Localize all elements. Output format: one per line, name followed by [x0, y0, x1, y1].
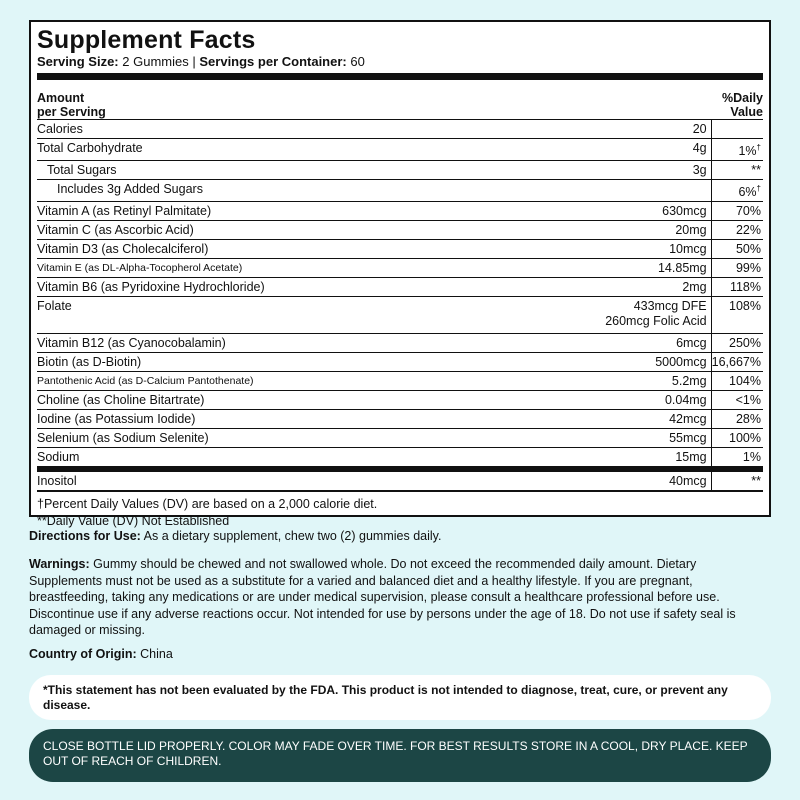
table-row	[37, 372, 763, 391]
nutrient-name: Vitamin A (as Retinyl Palmitate)	[37, 204, 212, 219]
nutrient-amount: 5000mcg	[605, 353, 711, 372]
nutrient-amount: 10mcg	[605, 240, 711, 259]
nutrient-amount-line-2: 260mcg Folic Acid	[605, 313, 707, 328]
daily-value-text: **	[751, 474, 761, 489]
nutrient-amount: 20mg	[605, 221, 711, 240]
amount-header-line-1: Amount	[37, 91, 85, 105]
table-row	[37, 353, 763, 372]
daily-value-text: <1%	[735, 393, 761, 408]
table-row	[37, 391, 763, 410]
nutrient-name: Pantothenic Acid (as D-Calcium Pantothenate)	[37, 375, 254, 388]
amount-header-line-2: per Serving	[37, 105, 106, 119]
care-instructions-banner: CLOSE BOTTLE LID PROPERLY. COLOR MAY FADE OVER TIME. FOR BEST RESULTS STORE IN A COOL, DRY PLACE. KEEP OUT OF REACH OF CHILDREN.	[29, 729, 771, 782]
nutrient-name: Vitamin B12 (as Cyanocobalamin)	[37, 336, 226, 351]
nutrient-amount: 14.85mg	[605, 259, 711, 278]
dv-header-line-1: %Daily	[722, 91, 763, 105]
daily-value-text: 70%	[735, 204, 761, 219]
warnings	[29, 556, 771, 639]
daily-value-text: 6%	[738, 185, 757, 200]
footnote-dv: †Percent Daily Values (DV) are based on a 2,000 calorie diet.	[37, 497, 378, 512]
servings-per-container-label: Servings per Container:	[199, 54, 347, 69]
nutrient-name: Total Carbohydrate	[37, 141, 143, 156]
daily-value-text: 1%	[742, 450, 761, 465]
nutrient-daily-value	[711, 429, 763, 448]
nutrient-daily-value	[711, 353, 763, 372]
nutrient-amount: 630mcg	[605, 202, 711, 221]
nutrient-name: Vitamin B6 (as Pyridoxine Hydrochloride)	[37, 280, 265, 295]
table-row	[37, 259, 763, 278]
nutrient-daily-value	[711, 278, 763, 297]
table-row	[37, 278, 763, 297]
nutrient-amount: 2mg	[605, 278, 711, 297]
nutrient-amount: 3g	[605, 161, 711, 180]
table-row	[37, 334, 763, 353]
nutrient-daily-value	[711, 161, 763, 180]
table-row	[37, 240, 763, 259]
daily-value-header	[722, 91, 763, 119]
nutrient-amount: 15mg	[605, 448, 711, 470]
daily-value-text: 104%	[729, 374, 761, 389]
daily-value-text: 28%	[735, 412, 761, 427]
nutrient-daily-value	[711, 297, 763, 334]
daily-value-text: 100%	[729, 431, 761, 446]
daily-value-text: 99%	[735, 261, 761, 276]
directions-text: As a dietary supplement, chew two (2) gummies daily.	[143, 529, 442, 543]
serving-info	[37, 54, 763, 70]
nutrient-daily-value	[711, 259, 763, 278]
serving-size-label: Serving Size:	[37, 54, 119, 69]
dv-header-line-2: Value	[730, 105, 763, 119]
serving-size-value: 2 Gummies	[122, 54, 189, 69]
nutrient-amount: 40mcg	[605, 469, 711, 491]
table-row	[37, 429, 763, 448]
nutrient-name: Biotin (as D-Biotin)	[37, 355, 142, 370]
nutrient-amount: 6mcg	[605, 334, 711, 353]
daily-value-text: 16,667%	[711, 355, 761, 370]
table-row	[37, 180, 763, 202]
directions-label: Directions for Use:	[29, 529, 141, 543]
nutrient-daily-value	[711, 372, 763, 391]
nutrient-amount-line-1: 433mcg DFE	[633, 299, 707, 314]
footnote-not-established: **Daily Value (DV) Not Established	[37, 514, 230, 529]
nutrient-amount: 42mcg	[605, 410, 711, 429]
nutrient-daily-value	[711, 469, 763, 491]
nutrient-daily-value	[711, 391, 763, 410]
table-header	[37, 80, 763, 120]
table-row	[37, 221, 763, 240]
warnings-text: Gummy should be chewed and not swallowed whole. Do not exceed the recommended daily amount. Dietary Supplements must not be used as a substitute for a varied and balanced diet and a healthy lifestyle. If you are pregnant, breastfeeding, taking any medications or are under medical supervision, please consult a healthcare professional before use. Discontinue use if any adverse reactions occur. Not intended for use by persons under the age of 18. Do not use if safety seal is damaged or missing.	[29, 557, 736, 637]
table-row	[37, 448, 763, 470]
nutrient-amount: 55mcg	[605, 429, 711, 448]
facts-title: Supplement Facts	[37, 26, 256, 54]
nutrient-amount: 20	[605, 120, 711, 139]
warnings-label: Warnings:	[29, 557, 90, 571]
supplement-facts-panel	[29, 20, 771, 529]
nutrient-table	[37, 120, 763, 492]
daily-value-text: **	[751, 163, 761, 178]
nutrient-daily-value	[711, 202, 763, 221]
servings-per-container-value: 60	[350, 54, 365, 69]
nutrient-name: Calories	[37, 122, 83, 136]
daily-value-text: 108%	[729, 299, 761, 314]
directions	[29, 528, 771, 545]
nutrient-name: Inositol	[37, 474, 77, 489]
nutrient-amount: 5.2mg	[605, 372, 711, 391]
nutrient-name: Total Sugars	[47, 163, 117, 178]
table-row	[37, 469, 763, 491]
nutrient-name: Selenium (as Sodium Selenite)	[37, 431, 209, 446]
thick-divider	[37, 73, 763, 80]
nutrient-name: Vitamin E (as DL-Alpha-Tocopherol Acetate)	[37, 262, 243, 275]
table-row	[37, 120, 763, 139]
nutrient-daily-value	[711, 448, 763, 470]
nutrient-amount	[605, 180, 711, 202]
nutrient-daily-value	[711, 139, 763, 161]
country-of-origin	[29, 646, 771, 663]
nutrient-daily-value	[711, 221, 763, 240]
nutrient-daily-value	[711, 334, 763, 353]
table-row	[37, 139, 763, 161]
table-row	[37, 161, 763, 180]
daily-value-text: 118%	[729, 280, 761, 295]
nutrient-name: Vitamin C (as Ascorbic Acid)	[37, 223, 194, 238]
footnotes	[37, 492, 763, 530]
daily-value-text: 50%	[735, 242, 761, 257]
table-row	[37, 297, 763, 334]
nutrient-name: Sodium	[37, 450, 80, 465]
dagger-mark: †	[756, 143, 761, 153]
amount-header	[37, 91, 106, 119]
nutrient-amount: 0.04mg	[605, 391, 711, 410]
origin-label: Country of Origin:	[29, 647, 137, 661]
nutrient-name: Choline (as Choline Bitartrate)	[37, 393, 205, 408]
nutrient-daily-value	[711, 120, 763, 139]
dagger-mark: †	[756, 184, 761, 194]
nutrient-name: Includes 3g Added Sugars	[57, 182, 203, 197]
nutrient-daily-value	[711, 180, 763, 202]
nutrient-name: Iodine (as Potassium Iodide)	[37, 412, 196, 427]
daily-value-text: 1%	[738, 144, 757, 159]
nutrient-daily-value	[711, 410, 763, 429]
table-row	[37, 410, 763, 429]
nutrient-daily-value	[711, 240, 763, 259]
table-row	[37, 202, 763, 221]
nutrient-amount: 4g	[605, 139, 711, 161]
fda-statement: *This statement has not been evaluated by the FDA. This product is not intended to diagnose, treat, cure, or prevent any disease.	[29, 675, 771, 720]
serving-divider: |	[192, 54, 196, 69]
daily-value-text: 250%	[729, 336, 761, 351]
daily-value-text: 22%	[735, 223, 761, 238]
nutrient-amount	[605, 297, 711, 334]
origin-value: China	[140, 647, 173, 661]
nutrient-name: Folate	[37, 299, 72, 314]
nutrient-name: Vitamin D3 (as Cholecalciferol)	[37, 242, 209, 257]
